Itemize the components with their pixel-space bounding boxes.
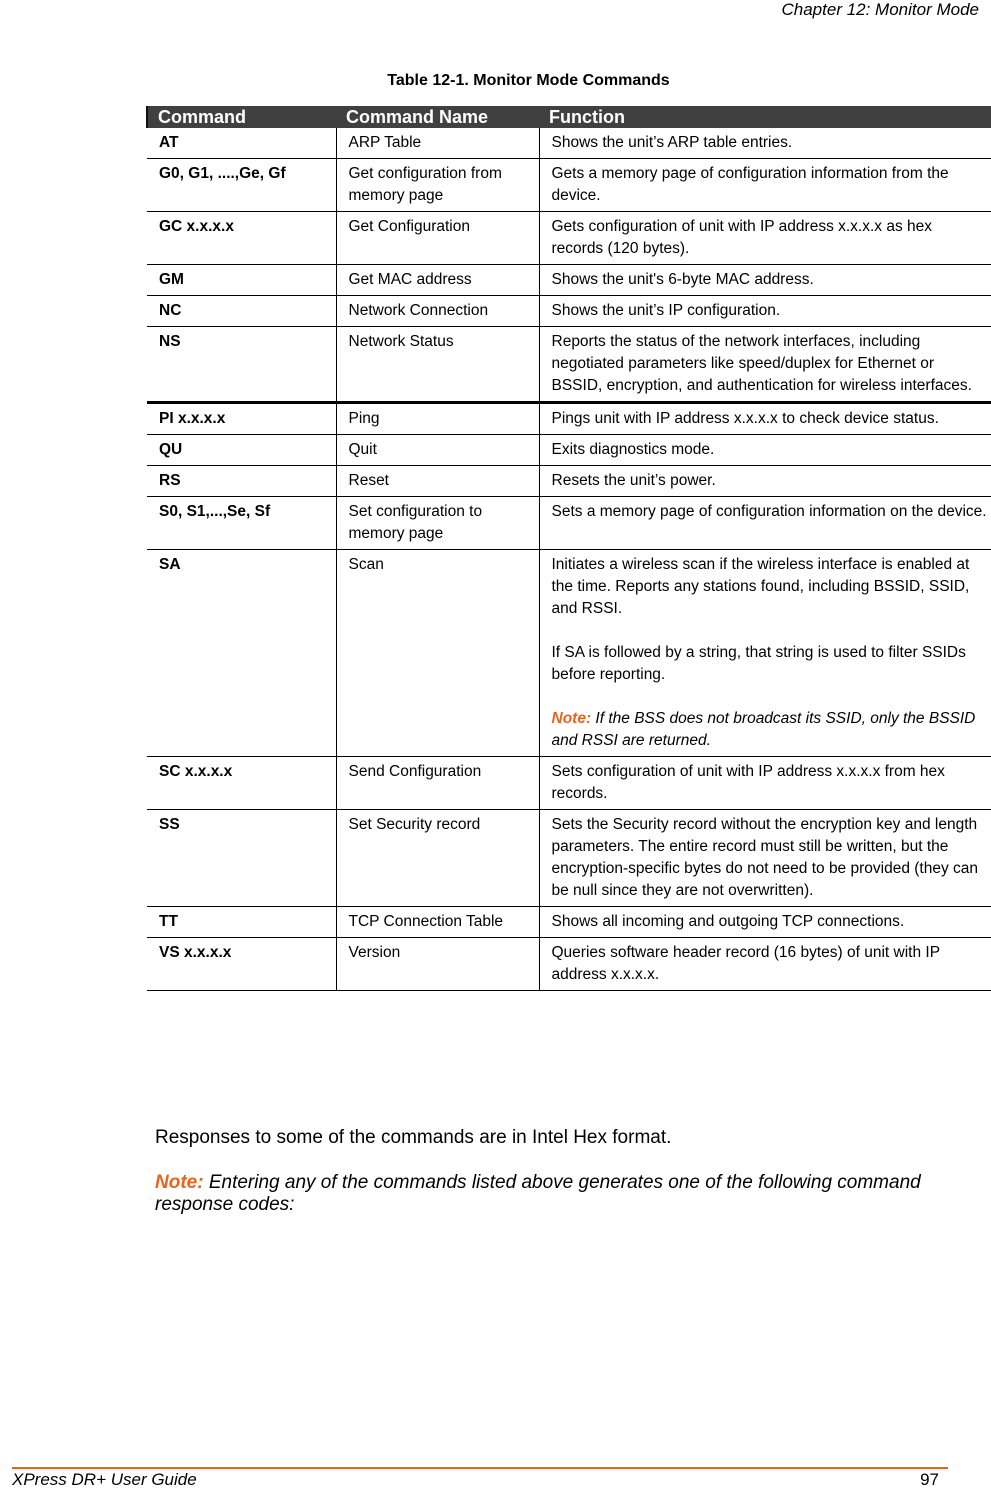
paragraph-gap [552,686,988,708]
paragraph-gap [552,620,988,642]
function-paragraph: Reports the status of the network interfaces, including negotiated parameters like speed/duplex for Ethernet or BSSID, encryption, and authentication for wireless interfaces. [551,333,972,394]
function-note [552,708,988,752]
command-name-cell: Reset [336,466,539,497]
function-paragraph: Gets configuration of unit with IP address x.x.x.x as hex records (120 bytes). [551,218,933,257]
function-cell [539,497,991,550]
table-row [147,159,991,212]
function-cell [539,466,991,497]
command-cell: NC [147,296,336,327]
command-name-cell: Network Status [336,327,539,403]
table-row [147,810,991,907]
command-cell: SA [147,550,336,757]
note-paragraph [155,1172,955,1216]
command-name-cell: Scan [336,550,539,757]
command-name-cell: Network Connection [336,296,539,327]
function-cell [539,128,991,159]
footer-rule [12,1467,948,1469]
command-name-cell: TCP Connection Table [336,907,539,938]
command-cell: QU [147,435,336,466]
command-name-cell: Send Configuration [336,757,539,810]
table-row [147,466,991,497]
monitor-commands-table [146,106,991,991]
function-cell [539,938,991,991]
command-cell: AT [147,128,336,159]
function-cell [539,265,991,296]
function-cell [539,907,991,938]
function-cell [539,403,991,435]
function-cell [539,296,991,327]
command-cell: S0, S1,...,Se, Sf [147,497,336,550]
function-paragraph: Shows the unit’s IP configuration. [551,302,781,319]
column-header-command: Command [147,106,336,128]
command-name-cell: ARP Table [336,128,539,159]
command-cell: VS x.x.x.x [147,938,336,991]
table-row [147,296,991,327]
command-cell: RS [147,466,336,497]
command-name-cell: Ping [336,403,539,435]
function-paragraph: Sets configuration of unit with IP address x.x.x.x from hex records. [551,763,945,802]
function-cell [539,212,991,265]
table-row [147,907,991,938]
function-paragraph: Initiates a wireless scan if the wireless interface is enabled at the time. Reports any stations found, including BSSID, SSID, and RSSI. [551,556,970,617]
page-number: 97 [920,1470,939,1489]
table-row [147,403,991,435]
function-paragraph: If SA is followed by a string, that string is used to filter SSIDs before reporting. [551,644,966,683]
table-caption: Table 12-1. Monitor Mode Commands [387,72,670,89]
command-cell: TT [147,907,336,938]
command-name-cell: Get Configuration [336,212,539,265]
function-cell [539,159,991,212]
table-row [147,938,991,991]
table-row [147,550,991,757]
function-note-text: If the BSS does not broadcast its SSID, only the BSSID and RSSI are returned. [551,710,976,749]
responses-paragraph: Responses to some of the commands are in Intel Hex format. [155,1127,672,1148]
function-paragraph: Gets a memory page of configuration information from the device. [551,165,949,204]
command-cell: PI x.x.x.x [147,403,336,435]
function-paragraph: Resets the unit’s power. [551,472,716,489]
command-name-cell: Quit [336,435,539,466]
column-header-function: Function [539,106,991,128]
command-name-cell: Get configuration from memory page [336,159,539,212]
command-name-cell: Set configuration to memory page [336,497,539,550]
table-row [147,435,991,466]
command-cell: GC x.x.x.x [147,212,336,265]
table-row [147,497,991,550]
function-paragraph: Sets the Security record without the encryption key and length parameters. The entire record must still be written, but the encryption-specific bytes do not need to be provided (they can be null since they are not overwritten). [551,816,979,899]
command-name-cell: Version [336,938,539,991]
table-row [147,757,991,810]
function-paragraph: Queries software header record (16 bytes) of unit with IP address x.x.x.x. [551,944,940,983]
function-paragraph: Shows all incoming and outgoing TCP connections. [551,913,905,930]
command-cell: SS [147,810,336,907]
function-paragraph: Exits diagnostics mode. [551,441,715,458]
function-note-label: Note: [551,710,592,727]
chapter-header: Chapter 12: Monitor Mode [781,0,979,19]
table-row [147,128,991,159]
table-row [147,327,991,403]
function-cell [539,327,991,403]
note-label: Note: [155,1172,204,1193]
function-cell [539,435,991,466]
command-cell: GM [147,265,336,296]
table-body [147,128,991,991]
function-cell [539,757,991,810]
function-cell [539,810,991,907]
command-cell: SC x.x.x.x [147,757,336,810]
table-row [147,212,991,265]
function-cell [539,550,991,757]
footer-title: XPress DR+ User Guide [12,1470,197,1489]
command-name-cell: Get MAC address [336,265,539,296]
table-row [147,265,991,296]
function-paragraph: Pings unit with IP address x.x.x.x to check device status. [551,410,939,427]
function-paragraph: Shows the unit’s ARP table entries. [551,134,793,151]
column-header-command-name: Command Name [336,106,539,128]
command-name-cell: Set Security record [336,810,539,907]
function-paragraph: Shows the unit's 6-byte MAC address. [551,271,814,288]
function-paragraph: Sets a memory page of configuration information on the device. [551,503,987,520]
command-cell: G0, G1, ....,Ge, Gf [147,159,336,212]
table-header-row [147,106,991,128]
note-text: Entering any of the commands listed above generates one of the following command response codes: [155,1172,921,1215]
command-cell: NS [147,327,336,403]
